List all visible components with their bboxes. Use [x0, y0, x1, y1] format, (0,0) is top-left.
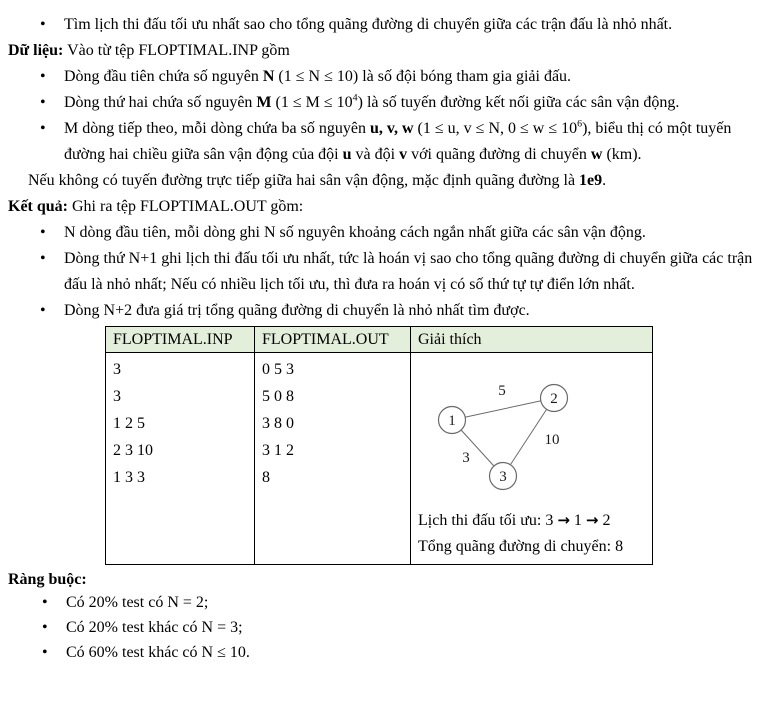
inp-line: 1 2 5: [113, 415, 145, 432]
run: 1: [569, 512, 586, 529]
edge-weight-2-3: 10: [544, 432, 560, 448]
inp-line: 3: [113, 388, 121, 405]
run: M dòng tiếp theo, mỗi dòng chứa ba số nguyên: [64, 120, 370, 137]
constraint-text: Có 60% test khác có N ≤ 10.: [66, 644, 250, 661]
constraint-text: Có 20% test có N = 2;: [66, 594, 209, 611]
constraint-item: [8, 615, 753, 640]
run: với quãng đường di chuyển: [407, 146, 591, 163]
output-bullet-schedule: [8, 246, 753, 298]
run: ), biểu thị có một tuyến đường hai chiều giữa sân vận động của đội: [64, 120, 732, 163]
input-bullet-edges: [8, 116, 753, 168]
input-bullet-m: [8, 90, 753, 116]
explanation-text: [418, 507, 623, 560]
output-section-label: Kết quả:: [8, 198, 68, 215]
input-section-label: Dữ liệu:: [8, 42, 64, 59]
input-bullet-n: [8, 64, 753, 90]
constraint-text: Có 20% test khác có N = 3;: [66, 619, 243, 636]
constraint-item: [8, 640, 753, 665]
out-line: 8: [262, 469, 270, 486]
default-distance-note: [8, 168, 753, 194]
run-bold: N: [262, 68, 275, 85]
run: Dòng N+2 đưa giá trị tổng quãng đường di chuyển là nhỏ nhất tìm được.: [64, 302, 530, 319]
run: và đội: [351, 146, 400, 163]
run: ) là số tuyến đường kết nối giữa các sân vận động.: [357, 94, 680, 111]
output-bullet-total: [8, 298, 753, 324]
run: Nếu không có tuyến đường trực tiếp giữa hai sân vận động, mặc định quãng đường là: [28, 172, 580, 189]
run: .: [602, 172, 607, 189]
header-explanation: Giải thích: [411, 327, 653, 353]
input-section-intro: Vào từ tệp FLOPTIMAL.INP gồm: [63, 42, 290, 59]
edge-1-2: [452, 398, 554, 420]
run: 2: [598, 512, 611, 529]
run: Lịch thi đấu tối ưu: 3: [418, 512, 558, 529]
right-arrow-icon: →: [557, 511, 570, 529]
graph-node-2-label: 2: [550, 391, 558, 407]
run-bold: w: [590, 146, 603, 163]
intro-bullet: [8, 12, 753, 38]
graph-node-3-label: 3: [499, 469, 507, 485]
input-section-heading: [8, 38, 753, 64]
graph-diagram: [411, 353, 653, 518]
example-table-body-row: [106, 353, 653, 565]
run: Dòng thứ hai chứa số nguyên: [64, 94, 257, 111]
run: Dòng đầu tiên chứa số nguyên: [64, 68, 263, 85]
run-bold: u: [342, 146, 352, 163]
run: (km).: [602, 146, 642, 163]
edge-weight-1-3: 3: [462, 450, 470, 466]
header-out-file: FLOPTIMAL.OUT: [255, 327, 411, 353]
run: (1 ≤ N ≤ 10) là số đội bóng tham gia giải đấu.: [274, 68, 572, 85]
run-bold: u, v, w: [369, 120, 414, 137]
example-table-header-row: [106, 327, 653, 353]
run: (1 ≤ M ≤ 10: [271, 94, 353, 111]
header-inp-file: FLOPTIMAL.INP: [106, 327, 255, 353]
superscript: 6: [577, 118, 583, 130]
out-line: 3 8 0: [262, 415, 294, 432]
run-bold: 1e9: [579, 172, 603, 189]
out-line: 0 5 3: [262, 361, 294, 378]
output-section-intro: Ghi ra tệp FLOPTIMAL.OUT gồm:: [68, 198, 304, 215]
run: N dòng đầu tiên, mỗi dòng ghi N số nguyên khoảng cách ngắn nhất giữa các sân vận động.: [64, 224, 646, 241]
run-bold: M: [256, 94, 272, 111]
output-file-cell: [255, 353, 411, 565]
explanation-cell: [411, 353, 653, 565]
inp-line: 1 3 3: [113, 469, 145, 486]
superscript: 4: [352, 92, 358, 104]
graph-node-1-label: 1: [448, 413, 456, 429]
constraint-item: [8, 590, 753, 615]
constraints-heading: Ràng buộc:: [8, 571, 87, 588]
run: Dòng thứ N+1 ghi lịch thi đấu tối ưu nhất, tức là hoán vị sao cho tổng quãng đường di chuyển giữa các trận đấu là nhỏ nhất; Nếu có nhiều lịch tối ưu, thì đưa ra hoán vị có số thứ tự tự điển lớn nhất.: [64, 250, 753, 293]
out-line: 5 0 8: [262, 388, 294, 405]
output-bullet-matrix: [8, 220, 753, 246]
output-section-heading: [8, 194, 753, 220]
input-file-cell: [106, 353, 255, 565]
out-line: 3 1 2: [262, 442, 294, 459]
right-arrow-icon: →: [585, 511, 599, 529]
run: (1 ≤ u, v ≤ N, 0 ≤ w ≤ 10: [413, 120, 578, 137]
optimal-schedule-line: [418, 507, 623, 534]
inp-line: 3: [113, 361, 121, 378]
total-distance-line: Tổng quãng đường di chuyển: 8: [418, 538, 624, 555]
intro-bullet-text: Tìm lịch thi đấu tối ưu nhất sao cho tổng quãng đường di chuyển giữa các trận đấu là nhỏ nhất.: [64, 16, 673, 33]
edge-weight-1-2: 5: [498, 383, 506, 399]
example-table: [105, 326, 653, 565]
inp-line: 2 3 10: [113, 442, 153, 459]
run-bold: v: [399, 146, 408, 163]
